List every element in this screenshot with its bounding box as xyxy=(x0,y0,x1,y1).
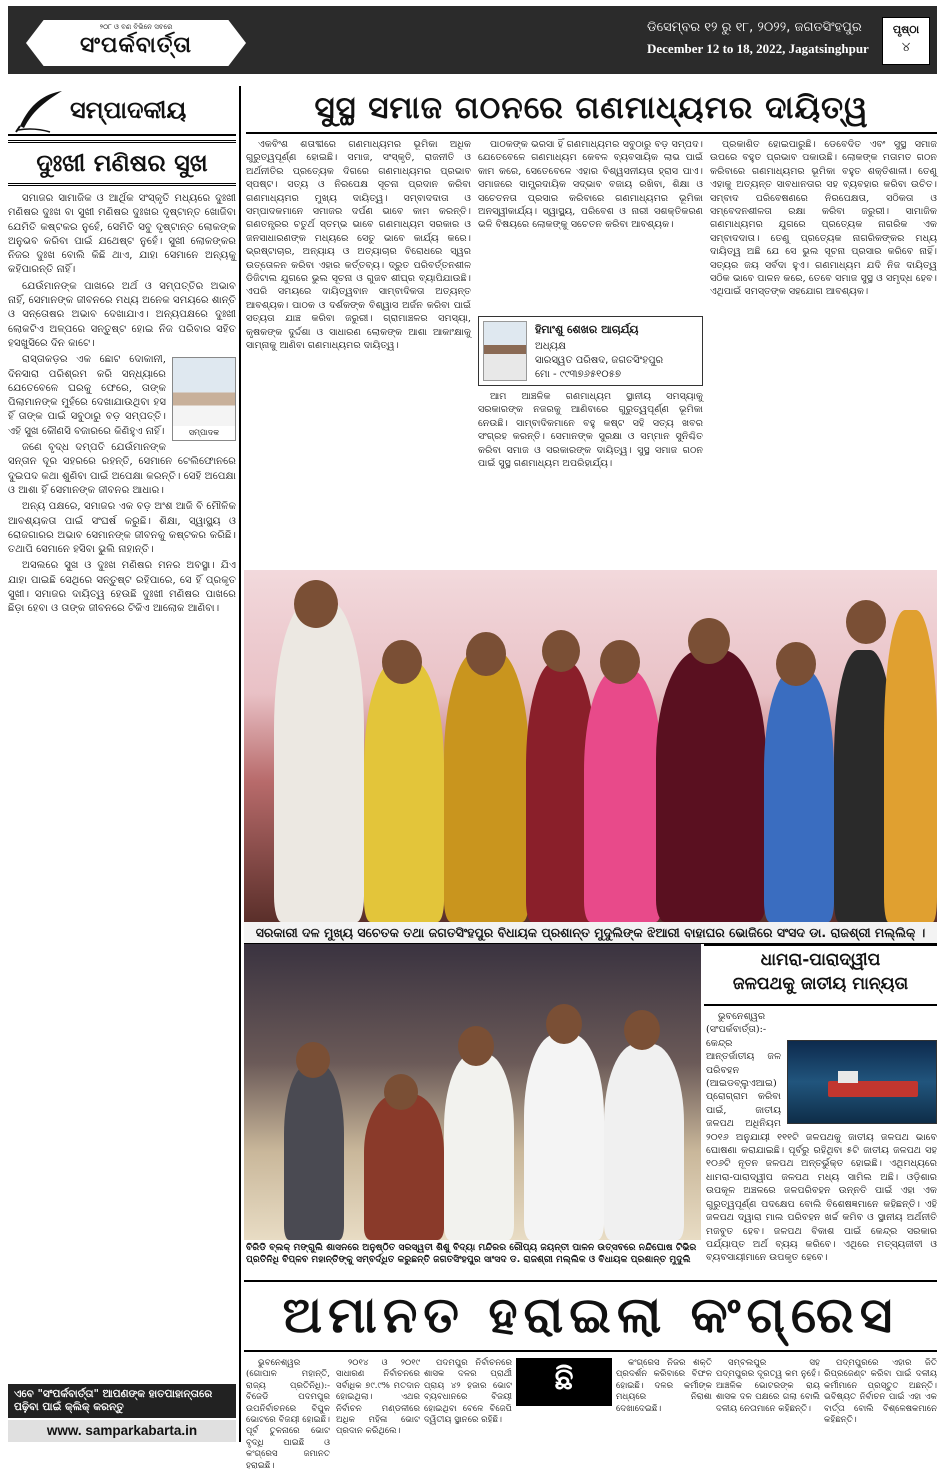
congress-story-column-6 xyxy=(824,1358,937,1442)
editorial-paragraph: ଜଣେ ବୃଦ୍ଧ ଦମ୍ପତି ଯେଉଁମାନଙ୍କ ସନ୍ତାନ ଦୂର ସହରରେ ରହନ୍ତି, ସେମାନେ ଟେଲିଫୋନରେ ଦୁଇପଦ କଥା ଶୁଣିବା ପାଇଁ ଅପେକ୍ଷା କରନ୍ତି। ସେହି ଅପେକ୍ଷା ଓ ଆଶା ହିଁ ସେମାନଙ୍କ ଜୀବନର ଆଧାର। xyxy=(8,442,236,496)
website-link[interactable]: www. samparkabarta.in xyxy=(8,1420,236,1442)
editorial-paragraph: ଅନ୍ୟ ପକ୍ଷରେ, ସମାଜର ଏକ ବଡ଼ ଅଂଶ ଆଜି ବି ମୌଳିକ ଆବଶ୍ୟକତା ପାଇଁ ସଂଘର୍ଷ କରୁଛି। ଶିକ୍ଷା, ସ୍ୱାସ୍ଥ୍ୟ ଓ ରୋଜଗାରର ଅଭାବ ସେମାନଙ୍କ ଜୀବନକୁ କଷ୍ଟକର କରିଛି। ତଥାପି ସେମାନେ ହସିବା ଭୁଲି ନାହାନ୍ତି। xyxy=(8,501,236,556)
congress-story-text: ୨୦୧୪ ଓ ୨୦୧୯ ସାଧାରଣ ନିର୍ବାଚନରେ ସର୍ବାଧିକ ୭୯.୯% ମତଦାନ ହୋଇଥିଲା। ଏଥର ନିର୍ବାଚନ ମଣ୍ଡଳୀରେ ଅଧିକ ମହିଳା ଭୋଟ ପ୍ରଦାନ କରିଥିଲେ। xyxy=(336,1358,420,1437)
editorial-paragraph: ରାସ୍ତାକଡ଼ର ଏକ ଛୋଟ ଦୋକାନୀ, ଦିନସାରା ପରିଶ୍ରମ କରି ସନ୍ଧ୍ୟାରେ ଯେତେବେଳେ ଘରକୁ ଫେରେ, ତାଙ୍କ ପିଲାମାନଙ୍କ ମୁହଁରେ ଦେଖାଯାଉଥିବା ହସ ହିଁ ତାଙ୍କ ପାଇଁ ସବୁଠାରୁ ବଡ଼ ସମ୍ପତ୍ତି। ଏହି ସୁଖ କୌଣସି ବଜାରରେ କିଣିହୁଏ ନାହିଁ। xyxy=(8,354,166,437)
waterway-headline-line-2: ଜଳପଥକୁ ଜାତୀୟ ମାନ୍ୟତା xyxy=(732,974,909,994)
main-story-column-2 xyxy=(478,138,703,314)
congress-story-column-3 xyxy=(424,1358,512,1442)
congress-drop-cap-box: ଛି xyxy=(516,1358,612,1406)
editorial-paragraph: ଅସଲରେ ସୁଖ ଓ ଦୁଃଖ ମଣିଷର ମନର ଅବସ୍ଥା। ଯିଏ ଯାହା ପାଇଛି ସେଥିରେ ସନ୍ତୁଷ୍ଟ ରହିପାରେ, ସେ ହିଁ ପ୍ରକୃତ ସୁଖୀ। ସମାଜର ଦାୟିତ୍ୱ ହେଉଛି ଦୁଃଖୀ ମଣିଷର ପାଖରେ ଛିଡ଼ା ହେବା ଓ ତାଙ୍କ ଜୀବନରେ ଟିକିଏ ଆଲୋକ ଆଣିବା। xyxy=(8,560,236,615)
page-number-box xyxy=(883,18,929,64)
author-role: ଅଧ୍ୟକ୍ଷ xyxy=(535,341,566,352)
wedding-reception-photo xyxy=(244,570,937,922)
waterway-story-text: ଭୁବନେଶ୍ୱର (ସଂପର୍କବାର୍ତ୍ତା):- କେନ୍ଦ୍ର ଆନ୍ତର୍ଜାତୀୟ ଜଳ ପରିବହନ (ଆଇଡବ୍ଲୁଏଆଇ) ପ୍ରୋଗ୍ରାମ କରିବା ପାଇଁ, ଜାତୀୟ ଜଳପଥ ଅଧିନିୟମ ୨୦୧୬ ଅନୁଯାୟୀ ୧୧୧ଟି ଜଳପଥକୁ ଜାତୀୟ ଜଳପଥ ଭାବେ ଘୋଷଣା କରାଯାଇଛି। ପୂର୍ବରୁ ରହିଥିବା ୫ଟି ଜାତୀୟ ଜଳପଥ ସହ ୧୦୬ଟି ନୂତନ ଜଳପଥ ଅନ୍ତର୍ଭୁକ୍ତ ହୋଇଛି। ଏଥିମଧ୍ୟରେ ଧାମରା-ପାରାଦ୍ୱୀପ ଜଳପଥ ମଧ୍ୟ ସାମିଲ ଅଛି। ଓଡ଼ିଶାର ଉପକୂଳ ଅଞ୍ଚଳରେ ଜଳପରିବହନ ଉନ୍ନତି ପାଇଁ ଏହା ଏକ ଗୁରୁତ୍ୱପୂର୍ଣ୍ଣ ପଦକ୍ଷେପ ବୋଲି ବିଶେଷଜ୍ଞମାନେ କହିଛନ୍ତି। ଏହି ଜଳପଥ ଦ୍ୱାରା ମାଲ ପରିବହନ ଖର୍ଚ୍ଚ କମିବ ଓ ସ୍ଥାନୀୟ ଅର୍ଥନୀତି ମଜବୁତ ହେବ। ଜଳପଥ ବିକାଶ ପାଇଁ କେନ୍ଦ୍ର ସରକାର ପର୍ଯ୍ୟାପ୍ତ ଅର୍ଥ ବ୍ୟୟ କରିବେ। ଏଥିରେ ମତ୍ସ୍ୟଜୀବୀ ଓ ବ୍ୟବସାୟୀମାନେ ଉପକୃତ ହେବେ। xyxy=(706,1011,937,1264)
digital-promo-banner: ଏବେ "ସଂପର୍କବାର୍ତ୍ତା" ଆପଣଙ୍କ ହାତପାହାନ୍ତାରେ ପଢ଼ିବା ପାଇଁ କ୍ଲିକ୍ କରନ୍ତୁ xyxy=(8,1384,236,1418)
main-story-column-2b xyxy=(478,390,703,566)
main-story-column-3 xyxy=(710,138,937,566)
congress-story-text: ସମ୍ବଲପୁର ସହ ପଦ୍ମପୁରର ଦୂରତ୍ୱ କମ ନୁହେଁ। ଆଞ୍ଚଳିକ ଭୋଟରଙ୍କ ରାୟ ଶାସକ ଦଳ ପକ୍ଷରେ ଗଲା ବୋଲି ଦଳୀୟ ନେତାମାନେ କହିଛନ୍ତି। xyxy=(716,1358,820,1414)
editorial-column xyxy=(8,86,236,1442)
editor-photo xyxy=(172,357,236,441)
quill-pen-icon xyxy=(10,88,68,134)
congress-story-headline: ଅମାନତ ହରାଇଲା କଂଗ୍ରେସ xyxy=(244,1280,937,1352)
logo-tagline: ୨୦୮ ଓ ବଣ ବିଭିନେ ସବରେ xyxy=(99,23,173,31)
waterway-story-body xyxy=(706,1010,937,1272)
main-story-text: ଏକବିଂଶ ଶତାବ୍ଦୀରେ ଗଣମାଧ୍ୟମର ଭୂମିକା ଅଧିକ ଗୁରୁତ୍ୱପୂର୍ଣ୍ଣ ହୋଇଛି। ସମାଜ, ସଂସ୍କୃତି, ରାଜନୀତି ଓ ଅର୍ଥନୀତିର ପ୍ରତ୍ୟେକ ଦିଗରେ ଗଣମାଧ୍ୟମର ପ୍ରଭାବ ସ୍ପଷ୍ଟ। ସତ୍ୟ ଓ ନିରପେକ୍ଷ ସୂଚନା ପ୍ରଦାନ କରିବା ଗଣମାଧ୍ୟମର ମୁଖ୍ୟ ଦାୟିତ୍ୱ। ସମ୍ବାଦଦାତା ଓ ସମ୍ପାଦକମାନେ ସମାଜର ଦର୍ପଣ ଭାବେ କାମ କରନ୍ତି। ଗଣତନ୍ତ୍ରର ଚତୁର୍ଥ ସ୍ତମ୍ଭ ଭାବେ ଗଣମାଧ୍ୟମ ସରକାର ଓ ଜନସାଧାରଣଙ୍କ ମଧ୍ୟରେ ସେତୁ ଭାବେ କାର୍ଯ୍ୟ କରେ। ଭ୍ରଷ୍ଟାଚାର, ଅନ୍ୟାୟ ଓ ଅତ୍ୟାଚାର ବିରୋଧରେ ସ୍ୱର ଉତ୍ତୋଳନ କରିବା ଏହାର କର୍ତ୍ତବ୍ୟ। ଦ୍ରୁତ ପରିବର୍ତ୍ତନଶୀଳ ଡିଜିଟାଲ ଯୁଗରେ ଭୁଲ ସୂଚନା ଓ ଗୁଜବ ଶୀଘ୍ର ବ୍ୟାପିଯାଉଛି। ଏପରି ସମୟରେ ଦାୟିତ୍ୱବାନ ସାମ୍ବାଦିକତା ଅତ୍ୟନ୍ତ ଆବଶ୍ୟକ। ପାଠକ ଓ ଦର୍ଶକଙ୍କ ବିଶ୍ୱାସ ଅର୍ଜନ କରିବା ପାଇଁ ସତ୍ୟତା ଯାଞ୍ଚ କରିବା ଜରୁରୀ। ଗ୍ରାମାଞ୍ଚଳର ସମସ୍ୟା, କୃଷକଙ୍କ ଦୁର୍ଦ୍ଦଶା ଓ ସାଧାରଣ ଲୋକଙ୍କ ଆଶା ଆକାଂକ୍ଷାକୁ ସାମ୍ନାକୁ ଆଣିବା ଗଣମାଧ୍ୟମର ଦାୟିତ୍ୱ। xyxy=(246,139,471,352)
editorial-paragraph: ସମାଜର ସାମାଜିକ ଓ ଆର୍ଥିକ ସଂସ୍କୃତି ମଧ୍ୟରେ ଦୁଃଖୀ ମଣିଷର ଦୁଃଖ ବା ସୁଖୀ ମଣିଷର ଦୁଃଖର ଦୃଷ୍ଟାନ୍ତ ଖୋଜିବା ଯେମିତି କଷ୍ଟକର ନୁହେଁ, ସେମିତି ସବୁ ଦୃଷ୍ଟାନ୍ତ ଲୋକଙ୍କ ଅନୁଭବ କରିବା ପାଇଁ ଯଥେଷ୍ଟ ନୁହେଁ। ସୁଖୀ ଲୋକଙ୍କର ନିଜର ଦୁଃଖ ବୋଲି କିଛି ଥାଏ, ଯାହା ସେମାନେ ଅନ୍ୟକୁ କହିପାରନ୍ତି ନାହିଁ। xyxy=(8,193,236,276)
page-number: ୪ xyxy=(901,40,911,55)
page-label: ପୃଷ୍ଠା xyxy=(892,23,920,36)
main-photo-caption: ସରକାରୀ ଦଳ ମୁଖ୍ୟ ସଚେତକ ତଥା ଜଗତସିଂହପୁର ବିଧାୟକ ପ୍ରଶାନ୍ତ ମୁଦୁଲିଙ୍କ ଝିଆରୀ ବାହାଘର ଭୋଜିରେ ସଂସଦ ଡା. ରାଜଶ୍ରୀ ମଲ୍ଲିକ୍ । xyxy=(244,922,937,944)
editorial-section-title: ସମ୍ପାଦକୀୟ xyxy=(70,96,187,124)
author-name: ହିମାଂଶୁ ଶେଖର ଆଚାର୍ଯ୍ୟ xyxy=(535,323,639,336)
congress-story-column-2 xyxy=(336,1358,420,1442)
newspaper-logo[interactable] xyxy=(26,20,246,66)
date-odia: ଡିସେମ୍ବର ୧୨ ରୁ ୧୮, ୨୦୨୨, ଜଗତସିଂହପୁର xyxy=(647,20,862,35)
editorial-body xyxy=(8,192,236,1302)
cargo-ship-photo xyxy=(787,1040,937,1124)
editorial-headline: ଦୁଃଖୀ ମଣିଷର ସୁଖ xyxy=(8,140,236,186)
editor-photo-caption: ସମ୍ପାଦକ xyxy=(173,426,235,440)
editorial-paragraph: ଯେଉଁମାନଙ୍କ ପାଖରେ ଅର୍ଥ ଓ ସମ୍ପତ୍ତିର ଅଭାବ ନାହିଁ, ସେମାନଙ୍କ ଜୀବନରେ ମଧ୍ୟ ଅନେକ ସମୟରେ ଶାନ୍ତି ଓ ସନ୍ତୋଷର ଅଭାବ ଦେଖାଯାଏ। ଅନ୍ୟପକ୍ଷରେ ଦୁଃଖୀ ଲୋକଟିଏ ଅଳ୍ପରେ ସନ୍ତୁଷ୍ଟ ହୋଇ ନିଜ ପରିବାର ସହିତ ହସଖୁସିରେ ଦିନ କାଟେ। xyxy=(8,280,236,349)
congress-story-column-1 xyxy=(246,1358,330,1471)
author-organization: ସାରସ୍ୱତ ପରିଷଦ, ଜଗତସିଂହପୁର xyxy=(535,355,664,366)
author-box xyxy=(478,316,703,386)
main-story-text: ଆମ ଆଞ୍ଚଳିକ ଗଣମାଧ୍ୟମ ସ୍ଥାନୀୟ ସମସ୍ୟାକୁ ସରକାରଙ୍କ ନଜରକୁ ଆଣିବାରେ ଗୁରୁତ୍ୱପୂର୍ଣ୍ଣ ଭୂମିକା ନେଉଛି। ସାମ୍ବାଦିକମାନେ ବହୁ କଷ୍ଟ ସହି ସତ୍ୟ ଖବର ସଂଗ୍ରହ କରନ୍ତି। ସେମାନଙ୍କ ସୁରକ୍ଷା ଓ ସମ୍ମାନ ସୁନିଶ୍ଚିତ କରିବା ସମାଜ ଓ ସରକାରଙ୍କ ଦାୟିତ୍ୱ। ସୁସ୍ଥ ସମାଜ ଗଠନ ପାଇଁ ସୁସ୍ଥ ଗଣମାଧ୍ୟମ ଅପରିହାର୍ଯ୍ୟ। xyxy=(478,391,703,470)
masthead xyxy=(8,6,937,74)
column-divider xyxy=(239,86,241,1442)
main-story-text: ପାଠକଙ୍କ ଭରସା ହିଁ ଗଣମାଧ୍ୟମର ସବୁଠାରୁ ବଡ଼ ସମ୍ପଦ। ଯେତେବେଳେ ଗଣମାଧ୍ୟମ କେବଳ ବ୍ୟବସାୟିକ ଲାଭ ପାଇଁ କାମ କରେ, ସେତେବେଳେ ଏହାର ବିଶ୍ୱସନୀୟତା ହ୍ରାସ ପାଏ। ସମାଜରେ ସାମ୍ପ୍ରଦାୟିକ ସଦ୍ଭାବ ବଜାୟ ରଖିବା, ଶିକ୍ଷା ଓ ସଚେତନତା ପ୍ରସାର କରିବାରେ ଗଣମାଧ୍ୟମର ଭୂମିକା ଅନସ୍ୱୀକାର୍ଯ୍ୟ। ସ୍ୱାସ୍ଥ୍ୟ, ପରିବେଶ ଓ ନାରୀ ସଶକ୍ତିକରଣ ଭଳି ବିଷୟରେ ଲୋକଙ୍କୁ ସଚେତନ କରିବା ଆବଶ୍ୟକ। xyxy=(478,139,703,231)
logo-name: ସଂପର୍କବାର୍ତ୍ତା xyxy=(80,32,192,58)
congress-story-text: ଭୁବନେଶ୍ୱର (ଗୋପାଳ ମହାନ୍ତି, ରାଜ୍ୟ ପ୍ରତିନିଧି):- ବିଜେଡି ପଦମପୁର ଉପନିର୍ବାଚନରେ ବିପୁଳ ଭୋଟରେ ବିଜୟୀ ହୋଇଛି। ପୂର୍ବ ତୁଳନାରେ ଭୋଟ ବୃଦ୍ଧି ପାଇଛି ଓ କଂଗ୍ରେସ ଜମାନତ ହରାଇଛି। xyxy=(246,1358,330,1471)
award-ceremony-photo xyxy=(244,944,701,1240)
issue-dates xyxy=(647,20,877,57)
congress-story-text: କଂଗ୍ରେସ ନିଜର ଶକ୍ତି ପ୍ରଦର୍ଶନ କରିବାରେ ବିଫଳ ହୋଇଛି। ଦଳର କର୍ମୀଙ୍କ ମଧ୍ୟରେ ନିରାଶା ଦେଖାଦେଇଛି। xyxy=(616,1358,712,1414)
congress-story-column-4 xyxy=(616,1358,712,1442)
second-photo-caption: ବିରିଡି ବ୍ଲକ୍ ମଙ୍ଗୁଲି ଶାସନରେ ଅନୁଷ୍ଠିତ ସରସ୍ୱତୀ ଶିଶୁ ବିଦ୍ୟା ମନ୍ଦିରର ରୌପ୍ୟ ଜୟନ୍ତୀ ପାଳନ ଉତ୍ସବରେ ନନ୍ଦିଘୋଷ ଟିଭିର ପ୍ରତିନିଧି ବିପ୍ଳବ ମହାନ୍ତିଙ୍କୁ ସମ୍ବର୍ଦ୍ଧିତ କରୁଛନ୍ତି ଜଗତସିଂହପୁର ସାଂସଦ ଡ. ରାଜଶ୍ରୀ ମଲ୍ଲିକ ଓ ବିଧାୟକ ପ୍ରଶାନ୍ତ ମୁଦୁଲି xyxy=(246,1242,697,1265)
waterway-headline-line-1: ଧାମରା-ପାରାଦ୍ୱୀପ xyxy=(760,950,881,970)
main-story-text: ପ୍ରକାଶିତ ହୋଇପାରୁଛି। ଡେବେଦିତ ଏବଂ ସୁସ୍ଥ ସମାଜ ଉପରେ ବହୁତ ପ୍ରଭାବ ପକାଉଛି। ଲୋକଙ୍କ ମତାମତ ଗଠନ କରିବାରେ ଗଣମାଧ୍ୟମର ଭୂମିକା ବହୁତ ଶକ୍ତିଶାଳୀ। ତେଣୁ ଏହାକୁ ଅତ୍ୟନ୍ତ ସାବଧାନତାର ସହ ବ୍ୟବହାର କରିବା ଉଚିତ। ସମ୍ବାଦ ପରିବେଷଣରେ ନିରପେକ୍ଷତା, ସଠିକତା ଓ ସମ୍ବେଦନଶୀଳତା ରକ୍ଷା କରିବା ଜରୁରୀ। ସାମାଜିକ ଗଣମାଧ୍ୟମର ଯୁଗରେ ପ୍ରତ୍ୟେକ ନାଗରିକ ଏକ ସମ୍ବାଦଦାତା। ତେଣୁ ପ୍ରତ୍ୟେକ ନାଗରିକଙ୍କର ମଧ୍ୟ ଦାୟିତ୍ୱ ଅଛି ଯେ ସେ ଭୁଲ ସୂଚନା ପ୍ରସାର କରିବେ ନାହିଁ। ସତ୍ୟର ଜୟ ସର୍ବଦା ହୁଏ। ଗଣମାଧ୍ୟମ ଯଦି ନିଜ ଦାୟିତ୍ୱ ସଠିକ ଭାବେ ପାଳନ କରେ, ତେବେ ସମାଜ ସୁସ୍ଥ ଓ ସମୃଦ୍ଧ ହେବ। ଏଥିପାଇଁ ସମସ୍ତଙ୍କ ସହଯୋଗ ଆବଶ୍ୟକ। xyxy=(710,139,937,298)
main-story-headline: ସୁସ୍ଥ ସମାଜ ଗଠନରେ ଗଣମାଧ୍ୟମର ଦାୟିତ୍ୱ xyxy=(246,86,937,134)
main-story-column-1 xyxy=(246,138,471,566)
editorial-header xyxy=(8,86,236,136)
date-english: December 12 to 18, 2022, Jagatsinghpur xyxy=(647,41,869,56)
waterway-story-headline xyxy=(704,944,937,1006)
congress-story-text: ପଦ୍ମପୁରରେ ଏହାର ଜିତି ରିପ୍ରଜେଣ୍ଟ କରିବା ପାଇଁ ଦଳୀୟ କର୍ମୀମାନେ ପ୍ରସ୍ତୁତ ଅଛନ୍ତି। ଭବିଷ୍ୟତ ନିର୍ବାଚନ ପାଇଁ ଏହା ଏକ ବାର୍ତ୍ତା ବୋଲି ବିଶ୍ଳେଷକମାନେ କହିଛନ୍ତି। xyxy=(824,1358,937,1426)
congress-story-column-5 xyxy=(716,1358,820,1442)
author-phone: ମୋ - ୯୯୩୭୬୫୧୦୫୭ xyxy=(535,369,621,380)
congress-story-text: ପଦମପୁର ନିର୍ବାଚନରେ ଶାସକ ଦଳର ପ୍ରାର୍ଥୀ ପ୍ରାୟ ୪୨ ହଜାର ଭୋଟ ବ୍ୟବଧାନରେ ବିଜୟୀ ହୋଇଥିବା ବେଳେ ବିଜେପି ଦ୍ୱିତୀୟ ସ୍ଥାନରେ ରହିଛି। xyxy=(424,1358,512,1426)
author-photo xyxy=(483,321,527,381)
